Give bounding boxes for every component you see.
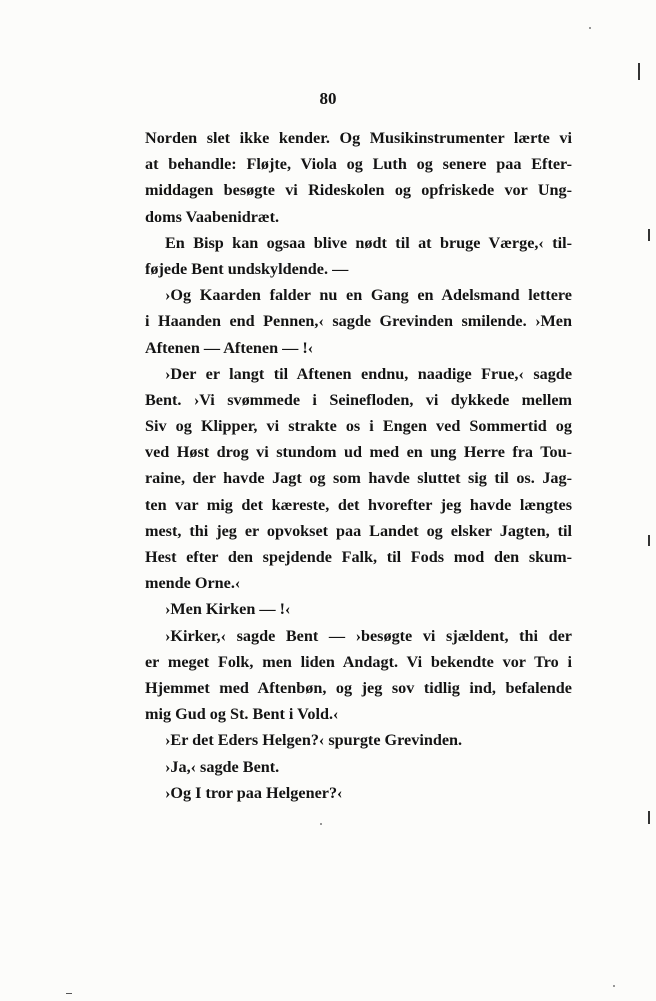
text-line: ›Ja,‹ sagde Bent. xyxy=(165,757,280,776)
text-line: ›Kirker,‹ sagde Bent — ›besøgte vi sjældent, thi der xyxy=(165,626,572,645)
scan-speck xyxy=(589,27,591,29)
text-line: ved Høst drog vi stundom ud med en ung Herre fra Tou- xyxy=(145,443,572,462)
text-line: ›Er det Eders Helgen?‹ spurgte Grevinden. xyxy=(165,731,463,750)
text-line: mig Gud og St. Bent i Vold.‹ xyxy=(145,705,339,724)
page-number: 80 xyxy=(319,89,337,108)
text-line: ›Og Kaarden falder nu en Gang en Adelsmand lettere xyxy=(165,286,572,305)
scan-mark xyxy=(648,229,650,241)
scan-speck xyxy=(613,985,615,987)
scan-mark xyxy=(638,63,640,80)
text-line: mende Orne.‹ xyxy=(145,574,241,593)
scan-speck xyxy=(320,823,322,825)
text-line: ten var mig det kæreste, det hvorefter jeg havde længtes xyxy=(145,495,572,514)
text-line: i Haanden end Pennen,‹ sagde Grevinden smilende. ›Men xyxy=(145,312,572,331)
text-line: Siv og Klipper, vi strakte os i Engen ved Sommertid og xyxy=(145,417,572,436)
text-line: føjede Bent undskyldende. — xyxy=(145,259,349,278)
text-line: Hjemmet med Aftenbøn, og jeg sov tidlig ind, befalende xyxy=(145,678,572,697)
text-line: er meget Folk, men liden Andagt. Vi bekendte vor Tro i xyxy=(145,652,572,671)
text-line: mest, thi jeg er opvokset paa Landet og elsker Jagten, til xyxy=(145,521,572,540)
text-line: En Bisp kan ogsaa blive nødt til at bruge Værge,‹ til- xyxy=(165,233,572,252)
text-line: raine, der havde Jagt og som havde sluttet sig til os. Jag- xyxy=(145,469,572,488)
body-text xyxy=(145,125,572,806)
scan-mark xyxy=(648,535,650,546)
text-line: ›Men Kirken — !‹ xyxy=(165,600,291,619)
scan-mark xyxy=(66,993,72,994)
text-line: ›Og I tror paa Helgener?‹ xyxy=(165,783,343,802)
text-line: ›Der er langt til Aftenen endnu, naadige Frue,‹ sagde xyxy=(165,364,572,383)
scan-mark xyxy=(648,811,650,824)
text-line: doms Vaabenidræt. xyxy=(145,207,280,226)
text-line: Norden slet ikke kender. Og Musikinstrumenter lærte vi xyxy=(145,129,572,147)
text-line: at behandle: Fløjte, Viola og Luth og senere paa Efter- xyxy=(145,155,572,174)
text-line: middagen besøgte vi Rideskolen og opfriskede vor Ung- xyxy=(145,181,572,200)
text-line: Aftenen — Aftenen — !‹ xyxy=(145,338,314,357)
text-line: Bent. ›Vi svømmede i Seinefloden, vi dykkede mellem xyxy=(145,390,572,409)
text-line: Hest efter den spejdende Falk, til Fods mod den skum- xyxy=(145,548,572,566)
